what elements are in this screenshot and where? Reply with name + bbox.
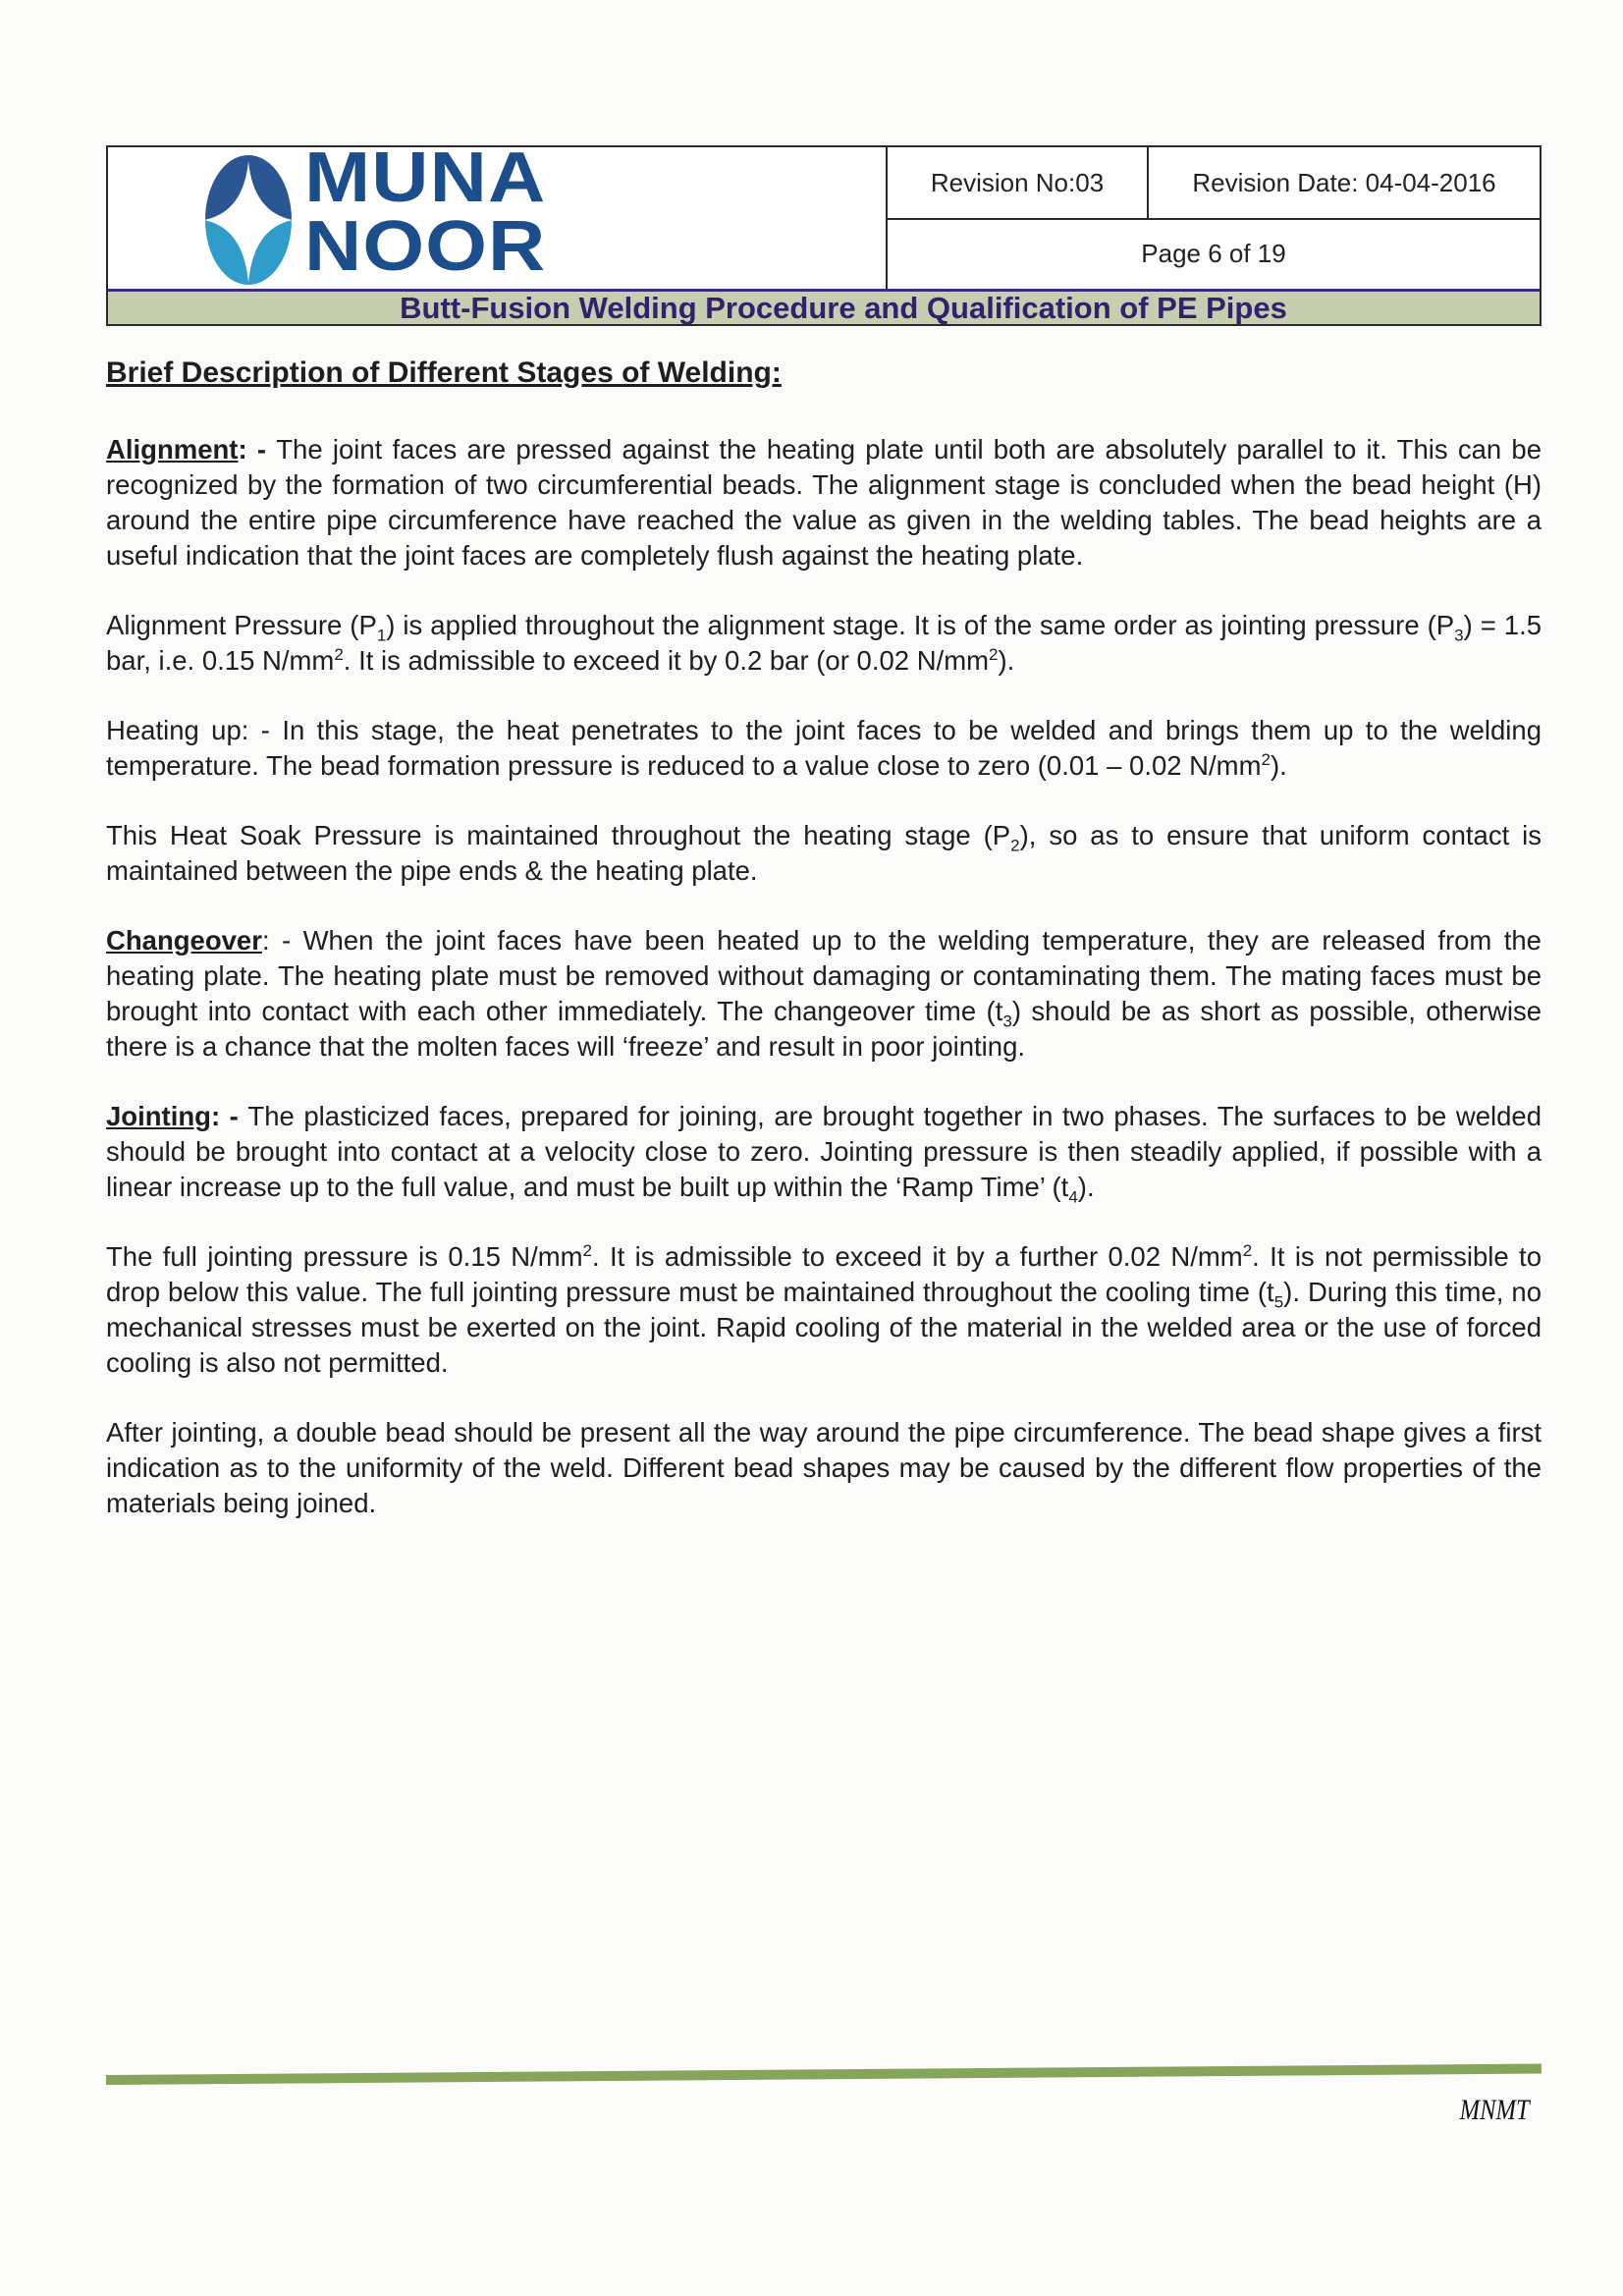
subscript: 5: [1273, 1292, 1284, 1312]
paragraph-heating-up: [106, 713, 1542, 784]
subscript: 3: [1454, 626, 1464, 645]
superscript: 2: [1261, 749, 1271, 769]
text-run: The full jointing pressure is 0.15 N/mm: [106, 1241, 583, 1272]
subscript: 2: [1010, 836, 1020, 855]
footer-code: MNMT: [1459, 2094, 1530, 2126]
muna-noor-star-logo-icon: [204, 153, 293, 287]
text-run: ).: [998, 645, 1015, 676]
revision-row: [888, 147, 1540, 220]
text-run: Alignment Pressure (P: [106, 610, 377, 640]
logo-line-1: MUNA: [304, 138, 547, 217]
text-run: . It is admissible to exceed it by 0.2 bar (or 0.02 N/mm: [343, 645, 990, 676]
superscript: 2: [1242, 1240, 1253, 1260]
paragraph-heat-soak: [106, 818, 1542, 889]
text-run: ).: [1270, 750, 1287, 781]
alignment-dash: -: [246, 434, 277, 465]
footer-divider: [106, 2064, 1542, 2085]
document-title-banner: [108, 292, 1540, 324]
jointing-colon: :: [210, 1101, 221, 1131]
text-run: ).: [1077, 1172, 1095, 1202]
document-title: Butt-Fusion Welding Procedure and Qualification of PE Pipes: [400, 290, 1287, 325]
paragraph-alignment: [106, 432, 1542, 574]
revision-date: Revision Date: 04-04-2016: [1192, 167, 1496, 197]
changeover-separator: : -: [261, 925, 303, 956]
subscript: 4: [1068, 1187, 1078, 1207]
text-run: The plasticized faces, prepared for joining, are brought together in two phases. The surfaces to be welded should be brought into contact at a velocity close to zero. Jointing pressure is then steadily applied, if possible with a linear increase up to the full value, and must be built up within the ‘Ramp Time’ (t: [106, 1101, 1542, 1202]
header-top-row: [108, 138, 1540, 292]
jointing-label: Jointing: [106, 1101, 211, 1131]
text-run: This Heat Soak Pressure is maintained throughout the heating stage (P: [106, 820, 1011, 850]
document-body: [106, 355, 1542, 1556]
paragraph-jointing: [106, 1099, 1542, 1205]
subscript: 3: [1002, 1011, 1012, 1031]
changeover-label: Changeover: [106, 925, 262, 956]
paragraph-full-pressure: [106, 1239, 1542, 1381]
text-run: . It is not permissible to drop below this value. The full jointing pressure must be maintained throughout the cooling time (t: [106, 1241, 1542, 1307]
text-run: ). During this time, no mechanical stresses must be exerted on the joint. Rapid cooling of the material in the welded area or the use of forced cooling is also not permitted.: [106, 1277, 1542, 1378]
jointing-dash: -: [220, 1101, 248, 1131]
superscript: 2: [989, 644, 999, 664]
document-meta: [886, 147, 1540, 289]
text-run: . It is admissible to exceed it by a further 0.02 N/mm: [592, 1241, 1243, 1272]
paragraph-alignment-pressure: [106, 608, 1542, 679]
text-run: ), so as to ensure that uniform contact is maintained between the pipe ends & the heating plate.: [106, 820, 1542, 886]
text-run: ) should be as short as possible, otherwise there is a chance that the molten faces will ‘freeze’ and result in poor jointing.: [106, 996, 1542, 1062]
subscript: 1: [376, 626, 387, 645]
text-run: ) = 1.5 bar, i.e. 0.15 N/mm: [106, 610, 1542, 676]
paragraph-after-jointing: After jointing, a double bead should be present all the way around the pipe circumference. The bead shape gives a first indication as to the uniformity of the weld. Different bead shapes may be caused by the different flow properties of the materials being joined.: [106, 1417, 1542, 1518]
paragraph-changeover: [106, 923, 1542, 1065]
alignment-text: The joint faces are pressed against the heating plate until both are absolutely parallel to it. This can be recognized by the formation of two circumferential beads. The alignment stage is concluded when the bead height (H) around the entire pipe circumference have reached the value as given in the welding tables. The bead heights are a useful indication that the joint faces are completely flush against the heating plate.: [106, 434, 1542, 571]
company-logo: [108, 138, 886, 289]
alignment-label: Alignment: [106, 434, 239, 465]
text-run: ) is applied throughout the alignment stage. It is of the same order as jointing pressure (P: [386, 610, 1455, 640]
superscript: 2: [334, 644, 344, 664]
company-name: [304, 138, 547, 286]
document-header: [106, 138, 1542, 326]
text-run: When the joint faces have been heated up to the welding temperature, they are released from the heating plate. The heating plate must be removed without damaging or contaminating them. The mating faces must be brought into contact with each other immediately. The changeover time (t: [106, 925, 1542, 1026]
revision-number: Revision No:03: [888, 147, 1149, 218]
page-number: Page 6 of 19: [1141, 238, 1286, 268]
logo-line-2: NOOR: [304, 207, 547, 286]
section-heading: Brief Description of Different Stages of Welding:: [106, 356, 782, 389]
superscript: 2: [582, 1240, 593, 1260]
text-run: Heating up: - In this stage, the heat penetrates to the joint faces to be welded and brings them up to the welding temperature. The bead formation pressure is reduced to a value close to zero (0.01 – 0.02 N/mm: [106, 715, 1542, 781]
alignment-colon: :: [238, 434, 247, 465]
